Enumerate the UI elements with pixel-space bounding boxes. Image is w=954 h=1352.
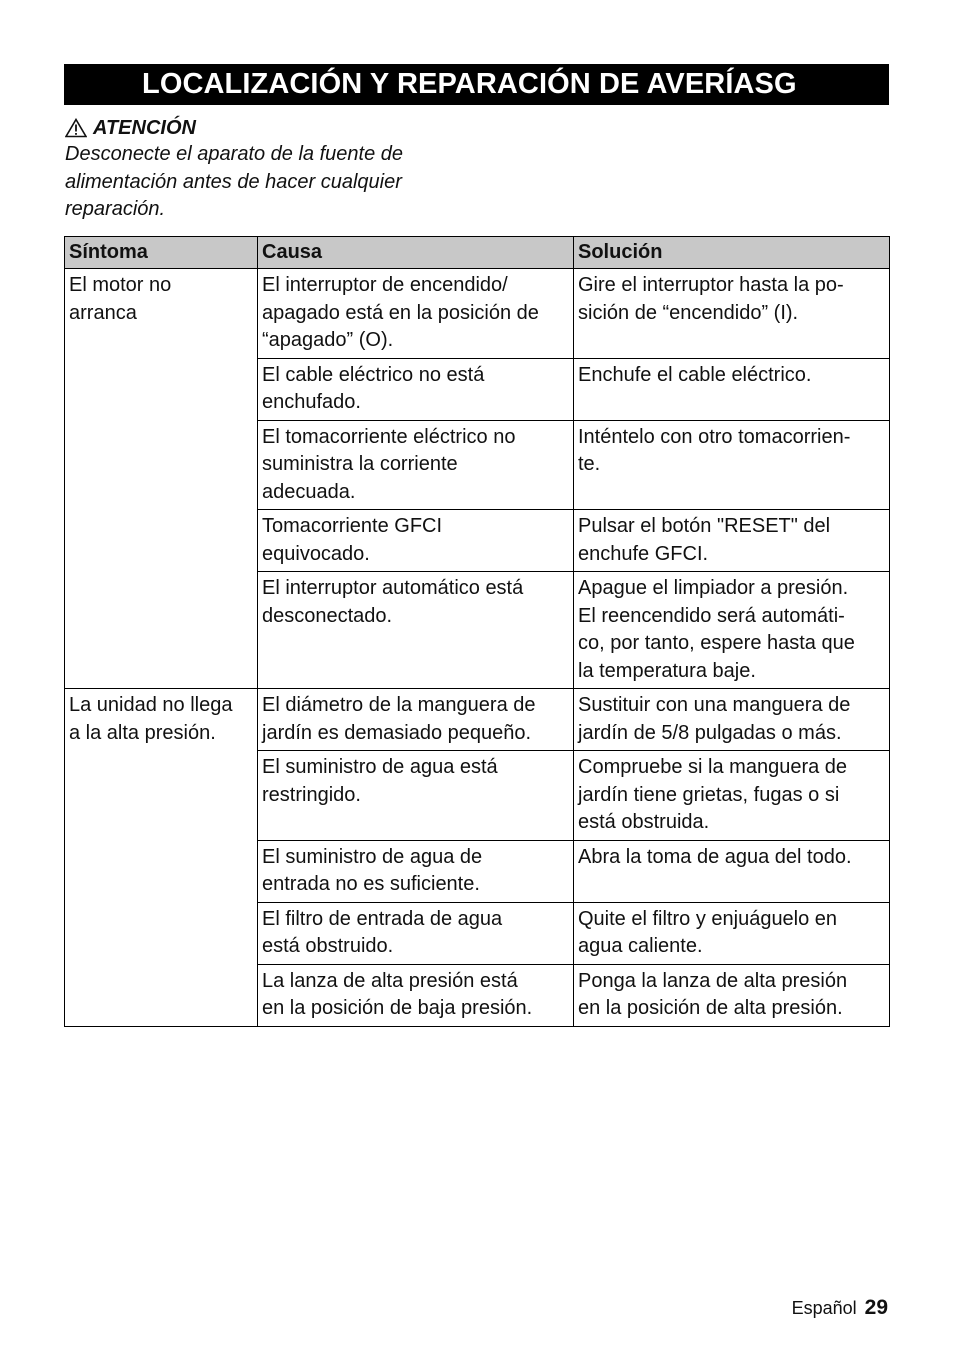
solution-cell: Ponga la lanza de alta presión en la posición de alta presión. [574, 964, 890, 1026]
cause-cell: El filtro de entrada de agua está obstruido. [258, 902, 574, 964]
table-header-row [65, 237, 890, 269]
column-header-solution: Solución [574, 237, 890, 269]
warning-triangle-icon [65, 118, 87, 138]
solution-cell: Sustituir con una manguera de jardín de 5/8 pulgadas o más. [574, 689, 890, 751]
cause-cell: El interruptor de encendido/ apagado está en la posición de “apagado” (O). [258, 269, 574, 359]
solution-cell: Abra la toma de agua del todo. [574, 840, 890, 902]
warning-heading [65, 115, 485, 141]
cause-cell: El suministro de agua está restringido. [258, 751, 574, 841]
table-body [65, 269, 890, 1027]
cause-cell: El cable eléctrico no está enchufado. [258, 358, 574, 420]
column-header-symptom: Síntoma [65, 237, 258, 269]
footer-language: Español [791, 1298, 857, 1318]
cause-cell: El suministro de agua de entrada no es suficiente. [258, 840, 574, 902]
cause-cell: El interruptor automático está desconectado. [258, 572, 574, 689]
solution-cell: Gire el interruptor hasta la po- sición de “encendido” (I). [574, 269, 890, 359]
troubleshooting-table [64, 236, 890, 1027]
symptom-cell: El motor no arranca [65, 269, 258, 689]
column-header-cause: Causa [258, 237, 574, 269]
page-footer [792, 1296, 888, 1320]
warning-label: ATENCIÓN [93, 116, 196, 139]
cause-cell: Tomacorriente GFCI equivocado. [258, 510, 574, 572]
page-number: 29 [864, 1296, 888, 1319]
solution-cell: Pulsar el botón "RESET" del enchufe GFCI. [574, 510, 890, 572]
page-title: LOCALIZACIÓN Y REPARACIÓN DE AVERÍASG [142, 68, 797, 100]
table-row [65, 269, 890, 359]
warning-text: Desconecte el aparato de la fuente de alimentación antes de hacer cualquier reparación. [65, 143, 404, 220]
section-title-bar [64, 64, 889, 105]
symptom-cell: La unidad no llega a la alta presión. [65, 689, 258, 1027]
solution-cell: Apague el limpiador a presión. El reencendido será automáti- co, por tanto, espere hasta que la temperatura baje. [574, 572, 890, 689]
solution-cell: Quite el filtro y enjuáguelo en agua caliente. [574, 902, 890, 964]
solution-cell: Compruebe si la manguera de jardín tiene grietas, fugas o si está obstruida. [574, 751, 890, 841]
cause-cell: La lanza de alta presión está en la posición de baja presión. [258, 964, 574, 1026]
cause-cell: El diámetro de la manguera de jardín es demasiado pequeño. [258, 689, 574, 751]
solution-cell: Enchufe el cable eléctrico. [574, 358, 890, 420]
table-row [65, 689, 890, 751]
solution-cell: Inténtelo con otro tomacorrien- te. [574, 420, 890, 510]
warning-notice [65, 115, 485, 224]
cause-cell: El tomacorriente eléctrico no suministra la corriente adecuada. [258, 420, 574, 510]
